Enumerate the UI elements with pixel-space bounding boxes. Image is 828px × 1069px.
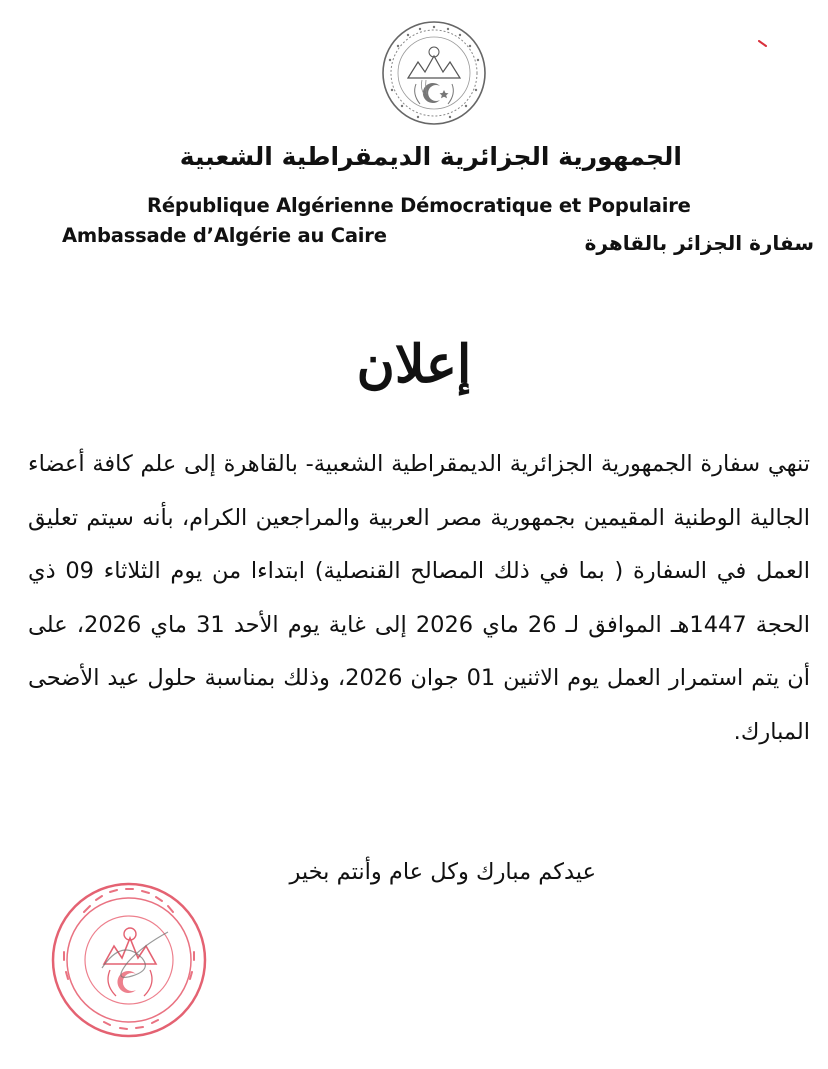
embassy-name-arabic: سفارة الجزائر بالقاهرة — [584, 231, 814, 255]
notice-body: تنهي سفارة الجمهورية الجزائرية الديمقراطية الشعبية- بالقاهرة إلى علم كافة أعضاء الجالية الوطنية المقيمين بجمهورية مصر العربية والمراجعين الكرام، بأنه سيتم تعليق العمل في السفارة ( بما في ذلك المصالح القنصلية) ابتداءا من يوم الثلاثاء 09 ذي الحجة 1447هـ الموافق لـ 26 ماي 2026 إلى غاية يوم الأحد 31 ماي 2026، على أن يتم استمرار العمل يوم الاثنين 01 جوان 2026، وذلك بمناسبة حلول عيد الأضحى المبارك. — [28, 451, 810, 745]
republic-name-french: République Algérienne Démocratique et Populaire — [147, 194, 691, 217]
algeria-emblem-icon — [378, 18, 490, 128]
closing-greeting: عيدكم مبارك وكل عام وأنتم بخير — [289, 859, 596, 885]
notice-title: إعلان — [356, 334, 472, 395]
embassy-seal-stamp-icon — [44, 872, 214, 1052]
red-mark-icon — [758, 40, 768, 48]
republic-name-arabic: الجمهورية الجزائرية الديمقراطية الشعبية — [179, 142, 682, 171]
embassy-name-french: Ambassade d’Algérie au Caire — [62, 224, 387, 247]
